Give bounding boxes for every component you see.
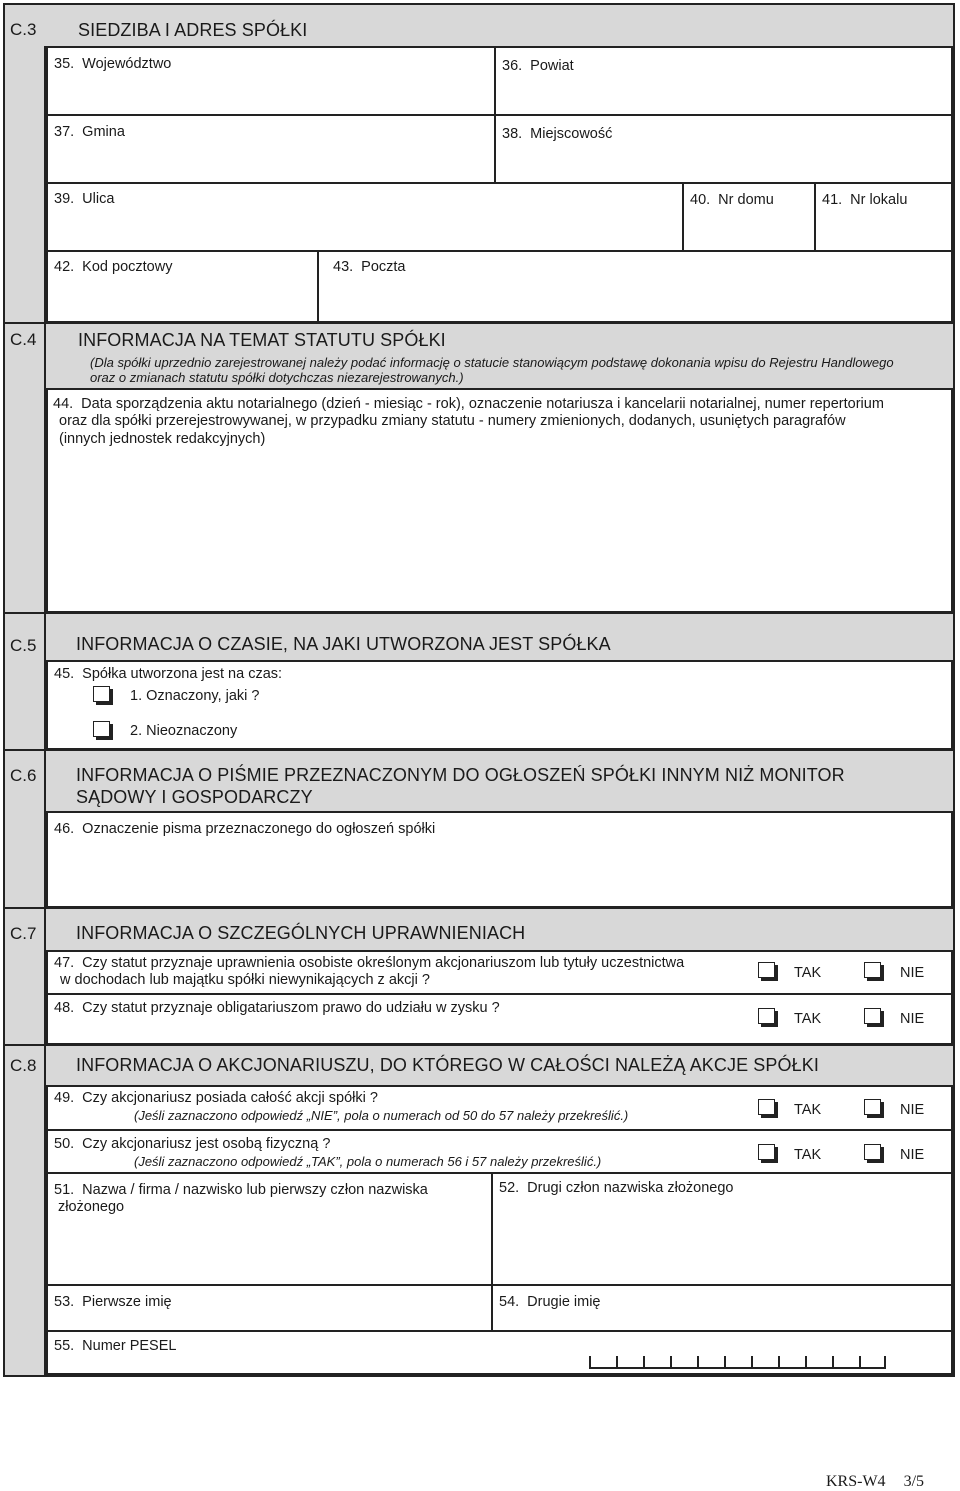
field-47-tak-checkbox[interactable] bbox=[758, 962, 775, 978]
section-c8-code: C.8 bbox=[10, 1056, 37, 1075]
field-48-nie-checkbox[interactable] bbox=[864, 1008, 881, 1024]
section-c5-title: INFORMACJA O CZASIE, NA JAKI UTWORZONA JEST SPÓŁKA bbox=[76, 634, 611, 654]
option-oznaczony-label: 1. Oznaczony, jaki ? bbox=[130, 688, 260, 704]
field-50-tak-checkbox[interactable] bbox=[758, 1144, 775, 1160]
field-37-gmina[interactable]: 37. Gmina bbox=[46, 114, 496, 184]
field-49-note: (Jeśli zaznaczono odpowiedź „NIE”, pola o numerach od 50 do 57 należy przekreślić.) bbox=[134, 1108, 629, 1123]
field-49-nie-label: NIE bbox=[900, 1102, 925, 1118]
field-43-poczta[interactable]: 43. Poczta bbox=[317, 250, 953, 323]
field-38-miejscowosc[interactable]: 38. Miejscowość bbox=[494, 114, 953, 184]
separator-c8 bbox=[5, 1044, 953, 1046]
section-c4-code: C.4 bbox=[10, 330, 37, 349]
field-53-pierwsze-imie[interactable]: 53. Pierwsze imię bbox=[46, 1284, 493, 1332]
option-oznaczony-checkbox[interactable] bbox=[93, 686, 110, 702]
section-c4-title: INFORMACJA NA TEMAT STATUTU SPÓŁKI bbox=[78, 330, 446, 350]
field-47-line1: Czy statut przyznaje uprawnienia osobiste określonym akcjonariuszom lub tytuły uczestnictwa bbox=[82, 955, 685, 971]
field-47-tak-label: TAK bbox=[794, 965, 822, 981]
section-c6-title-line2: SĄDOWY I GOSPODARCZY bbox=[76, 787, 313, 807]
field-41-nr-lokalu[interactable]: 41. Nr lokalu bbox=[814, 182, 953, 252]
field-40-nr-domu[interactable]: 40. Nr domu bbox=[682, 182, 816, 252]
field-52-drugi-czlon[interactable]: 52. Drugi człon nazwiska złożonego bbox=[491, 1172, 953, 1286]
field-47-line2: w dochodach lub majątku spółki niewynikających z akcji ? bbox=[60, 972, 430, 988]
field-38-label: Miejscowość bbox=[530, 126, 613, 142]
field-48-nie-label: NIE bbox=[900, 1011, 925, 1027]
field-39-label: Ulica bbox=[82, 191, 115, 207]
field-50-tak-label: TAK bbox=[794, 1147, 822, 1163]
field-49-tak-label: TAK bbox=[794, 1102, 822, 1118]
field-47-uprawnienia: 47. Czy statut przyznaje uprawnienia osobiste określonym akcjonariuszom lub tytuły uczestnictwa w dochodach lub majątku spółki niewynikających z akcji ? TAK NIE bbox=[46, 950, 953, 995]
field-50-label: Czy akcjonariusz jest osobą fizyczną ? bbox=[82, 1136, 331, 1152]
field-44-line1: Data sporządzenia aktu notarialnego (dzień - miesiąc - rok), oznaczenie notariusza i kancelarii notarialnej, numer repertorium bbox=[81, 396, 884, 412]
field-49-nie-checkbox[interactable] bbox=[864, 1099, 881, 1115]
field-46-label: Oznaczenie pisma przeznaczonego do ogłoszeń spółki bbox=[82, 821, 436, 837]
separator-c5 bbox=[5, 612, 953, 614]
field-49-calosc-akcji: 49. Czy akcjonariusz posiada całość akcji spółki ? (Jeśli zaznaczono odpowiedź „NIE”, pola o numerach od 50 do 57 należy przekreślić.) TAK NIE bbox=[46, 1085, 953, 1131]
field-51-line1: Nazwa / firma / nazwisko lub pierwszy człon nazwiska bbox=[82, 1182, 428, 1198]
section-c7-code: C.7 bbox=[10, 924, 37, 943]
field-46-pismo-ogloszen[interactable]: 46. Oznaczenie pisma przeznaczonego do ogłoszeń spółki bbox=[46, 811, 953, 908]
section-c3-code: C.3 bbox=[10, 20, 37, 39]
field-39-ulica[interactable]: 39. Ulica bbox=[46, 182, 684, 252]
field-45-czas-spolki: 45. Spółka utworzona jest na czas: 1. Oznaczony, jaki ? 2. Nieoznaczony bbox=[46, 660, 953, 750]
section-c6-code: C.6 bbox=[10, 766, 37, 785]
field-44-line2: oraz dla spółki przerejestrowywanej, w przypadku zmiany statutu - numery zmienionych, dodanych, usuniętych paragrafów bbox=[59, 413, 846, 429]
field-51-line2: złożonego bbox=[58, 1199, 125, 1215]
field-42-label: Kod pocztowy bbox=[82, 259, 173, 275]
field-54-label: Drugie imię bbox=[527, 1294, 601, 1310]
field-48-label: Czy statut przyznaje obligatariuszom prawo do udziału w zysku ? bbox=[82, 1000, 500, 1016]
field-44-line3: (innych jednostek redakcyjnych) bbox=[59, 431, 266, 447]
code-column-divider bbox=[44, 46, 46, 1375]
section-c3-title: SIEDZIBA I ADRES SPÓŁKI bbox=[78, 20, 308, 40]
field-41-label: Nr lokalu bbox=[850, 192, 908, 208]
field-52-label: Drugi człon nazwiska złożonego bbox=[527, 1180, 734, 1196]
field-36-powiat[interactable]: 36. Powiat bbox=[494, 46, 953, 116]
separator-c7 bbox=[5, 907, 953, 909]
field-43-label: Poczta bbox=[361, 259, 406, 275]
field-45-label: Spółka utworzona jest na czas: bbox=[82, 666, 283, 682]
footer-page-number: 3/5 bbox=[903, 1473, 925, 1490]
field-49-tak-checkbox[interactable] bbox=[758, 1099, 775, 1115]
field-55-label: Numer PESEL bbox=[82, 1338, 177, 1354]
field-48-tak-checkbox[interactable] bbox=[758, 1008, 775, 1024]
footer-form-code: KRS-W4 bbox=[826, 1473, 886, 1490]
section-c7-title: INFORMACJA O SZCZEGÓLNYCH UPRAWNIENIACH bbox=[76, 923, 526, 943]
section-c4-note-line1: (Dla spółki uprzednio zarejestrowanej należy podać informację o statucie stanowiącym podstawę dokonania wpisu do Rejestru Handlowego bbox=[90, 355, 894, 370]
section-c6-title-line1: INFORMACJA O PIŚMIE PRZEZNACZONYM DO OGŁOSZEŃ SPÓŁKI INNYM NIŻ MONITOR bbox=[76, 765, 845, 785]
field-50-osoba-fizyczna: 50. Czy akcjonariusz jest osobą fizyczną ? (Jeśli zaznaczono odpowiedź „TAK”, pola o numerach 56 i 57 należy przekreślić.) TAK NIE bbox=[46, 1129, 953, 1174]
field-36-label: Powiat bbox=[530, 58, 574, 74]
field-47-nie-label: NIE bbox=[900, 965, 925, 981]
field-42-kod-pocztowy[interactable]: 42. Kod pocztowy bbox=[46, 250, 319, 323]
field-50-nie-label: NIE bbox=[900, 1147, 925, 1163]
section-c5-code: C.5 bbox=[10, 636, 37, 655]
field-50-note: (Jeśli zaznaczono odpowiedź „TAK”, pola o numerach 56 i 57 należy przekreślić.) bbox=[134, 1154, 602, 1169]
field-51-nazwisko[interactable]: 51. Nazwa / firma / nazwisko lub pierwszy człon nazwiska złożonego bbox=[46, 1172, 493, 1286]
field-50-nie-checkbox[interactable] bbox=[864, 1144, 881, 1160]
field-49-label: Czy akcjonariusz posiada całość akcji spółki ? bbox=[82, 1090, 378, 1106]
separator-c4 bbox=[5, 322, 953, 324]
field-47-nie-checkbox[interactable] bbox=[864, 962, 881, 978]
field-35-wojewodztwo[interactable]: 35. Województwo bbox=[46, 46, 496, 116]
field-40-label: Nr domu bbox=[718, 192, 774, 208]
option-nieoznaczony-label: 2. Nieoznaczony bbox=[130, 723, 238, 739]
field-37-label: Gmina bbox=[82, 124, 125, 140]
field-35-label: Województwo bbox=[82, 56, 172, 72]
field-44-akt-notarialny[interactable]: 44. Data sporządzenia aktu notarialnego (dzień - miesiąc - rok), oznaczenie notariusza i kancelarii notarialnej, numer repertorium oraz dla spółki przerejestrowywanej, w przypadku zmiany statutu - numery zmienionych, dodanych, usuniętych paragrafów (innych jednostek redakcyjnych) bbox=[46, 388, 953, 613]
option-nieoznaczony-checkbox[interactable] bbox=[93, 721, 110, 737]
field-53-label: Pierwsze imię bbox=[82, 1294, 172, 1310]
field-48-tak-label: TAK bbox=[794, 1011, 822, 1027]
field-54-drugie-imie[interactable]: 54. Drugie imię bbox=[491, 1284, 953, 1332]
field-55-pesel[interactable]: 55. Numer PESEL bbox=[46, 1330, 953, 1375]
separator-c6 bbox=[5, 749, 953, 751]
section-c4-note-line2: oraz o zmianach statutu spółki dotychczas niezarejestrowanych.) bbox=[90, 370, 464, 385]
field-48-obligatariusze: 48. Czy statut przyznaje obligatariuszom prawo do udziału w zysku ? TAK NIE bbox=[46, 993, 953, 1045]
section-c8-title: INFORMACJA O AKCJONARIUSZU, DO KTÓREGO W CAŁOŚCI NALEŻĄ AKCJE SPÓŁKI bbox=[76, 1055, 819, 1075]
